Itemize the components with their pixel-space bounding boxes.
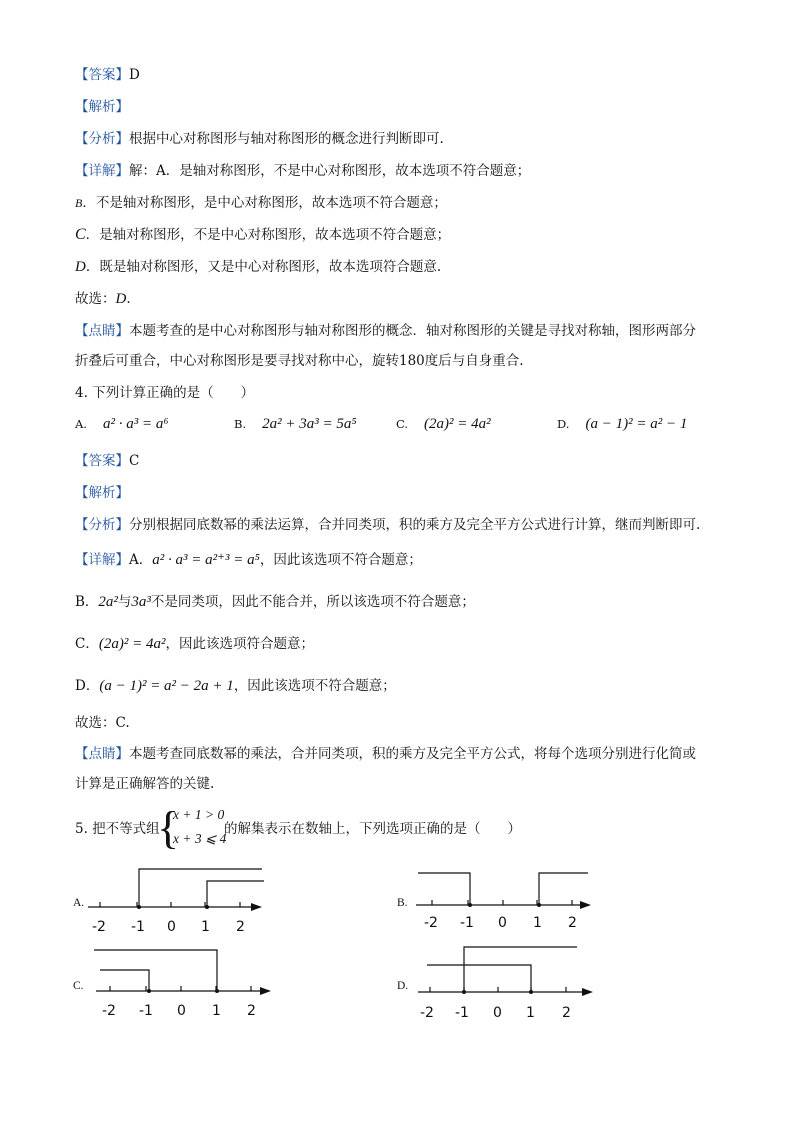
solution-bracket-1 bbox=[464, 947, 577, 992]
option-expr: (a − 1)² = a² − 1 bbox=[585, 416, 688, 432]
detail-d-expr: (a − 1)² = a² − 2a + 1 bbox=[99, 678, 234, 694]
tick-label: 2 bbox=[562, 1005, 571, 1021]
axis-arrow bbox=[582, 988, 593, 996]
answer-tag: 【答案】 bbox=[75, 67, 129, 83]
detail-tag: 【详解】 bbox=[75, 552, 129, 568]
answer-value: C bbox=[129, 453, 140, 469]
tick-label: -2 bbox=[424, 915, 438, 931]
q5-option-a-label: A. bbox=[73, 897, 85, 909]
option-label: B. bbox=[234, 417, 247, 431]
fenxi-text: 分别根据同底数幂的乘法运算，合并同类项，积的乘方及完全平方公式进行计算，继而判断即可. bbox=[129, 517, 701, 533]
detail-a-expr: a² · a³ = a²⁺³ = a⁵ bbox=[152, 552, 260, 568]
detail-a-prefix: A． bbox=[129, 552, 153, 568]
q5-option-d-label: D. bbox=[397, 980, 409, 992]
answer-value: D bbox=[129, 67, 140, 83]
detail-a-text: ，因此该选项不符合题意； bbox=[259, 552, 422, 568]
dianjing-text-1: 本题考查的是中心对称图形与轴对称图形的概念．轴对称图形的关键是寻找对称轴，图形两部分 bbox=[129, 323, 696, 339]
detail-d-prefix: D． bbox=[75, 678, 100, 694]
inequality-2: x + 3 ⩽ 4 bbox=[173, 831, 227, 846]
tick-label: -1 bbox=[455, 1005, 469, 1021]
fenxi-tag: 【分析】 bbox=[75, 131, 129, 147]
detail-d-text: ．既是轴对称图形，又是中心对称图形，故本选项符合题意. bbox=[85, 259, 442, 275]
detail-a-text: 解：A．是轴对称图形，不是中心对称图形，故本选项不符合题意； bbox=[129, 163, 531, 179]
tick-label: -2 bbox=[102, 1003, 116, 1019]
point-minus-1 bbox=[462, 990, 466, 994]
dianjing-text-1: 本题考查同底数幂的乘法，合并同类项，积的乘方及完全平方公式，将每个选项分别进行化简或 bbox=[129, 746, 696, 762]
tick-label: 0 bbox=[177, 1003, 186, 1019]
solution-bracket-2 bbox=[427, 965, 531, 992]
detail-b-expr2: 3a³ bbox=[131, 594, 151, 610]
tick-label: -2 bbox=[92, 919, 106, 935]
option-label: A. bbox=[75, 417, 87, 431]
tick-label: 1 bbox=[201, 919, 210, 935]
inequality-brace: { bbox=[157, 802, 180, 853]
choose-value: D bbox=[115, 291, 127, 307]
tick-label: -1 bbox=[139, 1003, 153, 1019]
q4-dianjing-2: 计算是正确解答的关键. bbox=[75, 776, 215, 792]
option-expr: 2a² + 3a³ = 5a⁵ bbox=[262, 416, 357, 432]
fenxi-tag: 【分析】 bbox=[75, 517, 129, 533]
tick-label: 0 bbox=[498, 915, 507, 931]
tick-label: 1 bbox=[533, 915, 542, 931]
analysis-tag: 【解析】 bbox=[75, 485, 129, 501]
choose-suffix: . bbox=[126, 291, 131, 307]
point-1 bbox=[529, 990, 533, 994]
option-b-label: B bbox=[75, 196, 83, 210]
detail-b-mid: 与 bbox=[117, 594, 132, 610]
option-expr: (2a)² = 4a² bbox=[424, 416, 491, 432]
tick-label: -1 bbox=[460, 915, 474, 931]
q4-stem: 4. 下列计算正确的是（ ） bbox=[75, 385, 255, 401]
detail-b-text: 不是同类项，因此不能合并，所以该选项不符合题意； bbox=[150, 594, 475, 610]
q5-stem-prefix: 5. 把不等式组 bbox=[75, 821, 160, 837]
detail-c-expr: (2a)² = 4a² bbox=[98, 636, 166, 652]
option-expr: a² · a³ = a⁶ bbox=[102, 416, 169, 432]
detail-b-text: ．不是轴对称图形，是中心对称图形，故本选项不符合题意； bbox=[82, 195, 447, 211]
tick-label: 2 bbox=[247, 1003, 256, 1019]
fenxi-text: 根据中心对称图形与轴对称图形的概念进行判断即可. bbox=[129, 131, 444, 147]
tick-label: -2 bbox=[420, 1005, 434, 1021]
q5-option-b-label: B. bbox=[397, 897, 408, 909]
ticks bbox=[430, 987, 566, 992]
detail-c-text: ，因此该选项符合题意； bbox=[165, 636, 314, 652]
detail-tag: 【详解】 bbox=[75, 163, 129, 179]
q5-stem-suffix: 的解集表示在数轴上，下列选项正确的是（ ） bbox=[224, 821, 521, 837]
tick-label: 1 bbox=[526, 1005, 535, 1021]
detail-c-text: ．是轴对称图形，不是中心对称图形，故本选项不符合题意； bbox=[85, 227, 451, 243]
dianjing-tag: 【点睛】 bbox=[75, 323, 129, 339]
analysis-tag: 【解析】 bbox=[75, 99, 129, 115]
detail-b-expr1: 2a² bbox=[98, 594, 118, 610]
answer-tag: 【答案】 bbox=[75, 453, 129, 469]
tick-label: 2 bbox=[236, 919, 245, 935]
detail-d-text: ，因此该选项不符合题意； bbox=[233, 678, 396, 694]
q4-choose: 故选：C. bbox=[75, 715, 130, 731]
q5-option-c-label: C. bbox=[73, 980, 84, 992]
tick-label: 0 bbox=[167, 919, 176, 935]
tick-label: 0 bbox=[493, 1005, 502, 1021]
detail-b-prefix: B． bbox=[75, 594, 99, 610]
option-d-label: D bbox=[75, 259, 86, 275]
tick-label: 2 bbox=[568, 915, 577, 931]
detail-c-prefix: C． bbox=[75, 636, 99, 652]
option-label: D. bbox=[557, 417, 570, 431]
option-label: C. bbox=[396, 417, 409, 431]
dianjing-tag: 【点睛】 bbox=[75, 746, 129, 762]
tick-label: -1 bbox=[131, 919, 145, 935]
tick-label: 1 bbox=[212, 1003, 221, 1019]
inequality-1: x + 1 > 0 bbox=[173, 807, 225, 822]
choose-prefix: 故选： bbox=[75, 291, 116, 307]
option-c-label: C bbox=[75, 226, 86, 243]
q3-dianjing-2: 折叠后可重合，中心对称图形是要寻找对称中心，旋转180度后与自身重合. bbox=[75, 353, 524, 369]
